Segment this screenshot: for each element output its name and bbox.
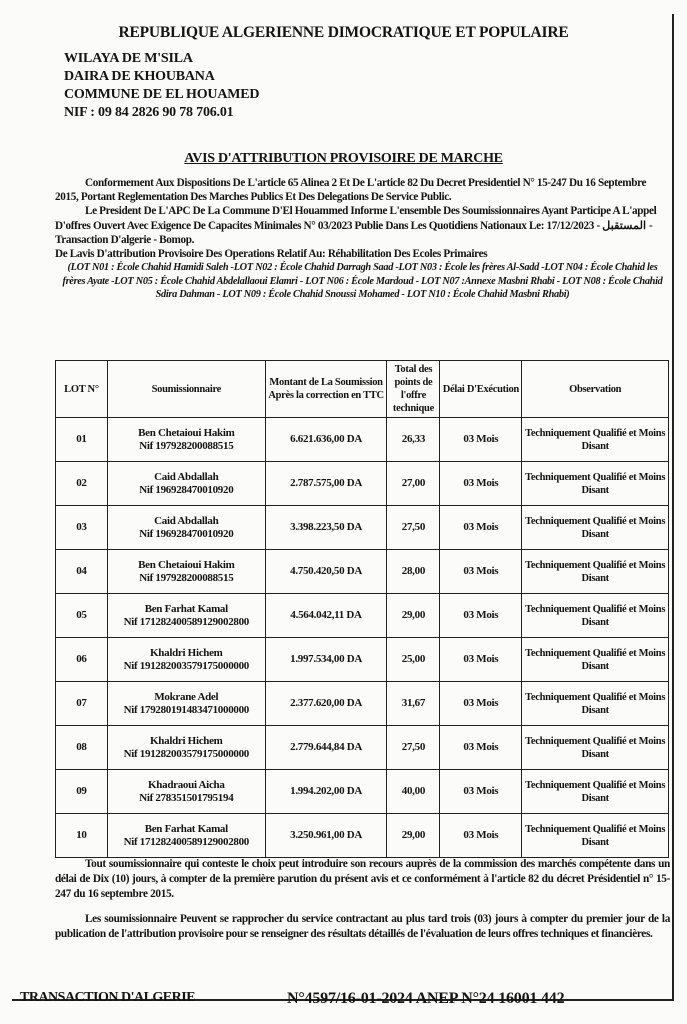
table-row <box>56 726 669 770</box>
cell-lot: 04 <box>56 550 108 594</box>
header-amount: Montant de La Soumission Après la correction en TTC <box>265 361 387 418</box>
bidder-nif: Nif 197928200088515 <box>139 571 234 584</box>
document-title: REPUBLIQUE ALGERIENNE DIMOCRATIQUE ET POPULAIRE <box>118 24 569 41</box>
bidder-nif: Nif 171282400589129002800 <box>123 835 249 848</box>
header-lot: LOT N° <box>56 361 108 418</box>
intro-paragraph-2: Le President De L'APC De La Commune D'El Houammed Informe L'ensemble Des Soumissionnaires Ayant Participe A L'appel D'offres Ouvert Avec Exigence De Capacites Minimales N° 03/2023 Publie Dans Les Quotidiens Nationaux Le: 17/12/2023 - المستقبل -Transaction D'algerie - Bomop. <box>55 205 657 246</box>
table-row <box>56 814 669 858</box>
cell-points: 31,67 <box>387 682 440 726</box>
bidder-nif: Nif 278351501795194 <box>139 791 234 804</box>
bidder-name: Ben Chetaioui Hakim <box>138 426 235 439</box>
issuer-block <box>64 50 259 122</box>
cell-observation: Techniquement Qualifié et Moins Disant <box>522 682 669 726</box>
cell-delay: 03 Mois <box>440 726 522 770</box>
bidder-nif: Nif 196928470010920 <box>139 483 234 496</box>
cell-points: 27,50 <box>387 726 440 770</box>
bidder-nif: Nif 191282003579175000000 <box>123 659 249 672</box>
cell-amount: 1.997.534,00 DA <box>265 638 387 682</box>
cell-lot: 05 <box>56 594 108 638</box>
cell-bidder <box>107 726 265 770</box>
cell-observation: Techniquement Qualifié et Moins Disant <box>522 506 669 550</box>
table-row <box>56 638 669 682</box>
cell-bidder <box>107 770 265 814</box>
table-row <box>56 770 669 814</box>
bidder-nif: Nif 197928200088515 <box>139 439 234 452</box>
lots-list: (LOT N01 : École Chahid Hamidi Saleh -LOT N02 : École Chahid Darragh Saad -LOT N03 : École les frères Al-Sadd -LOT N04 : École Chahid les frères Ayate -LOT N05 : École Chahid Abdelallaoui Elamri - LOT N06 : École Mardoud - LOT N07 :Annexe Masbni Rhabi - LOT N08 : École Chahid Sdira Dahman - LOT N09 : École Chahid Snoussi Mohamed - LOT N10 : École Chahid Masbni Rhabi) <box>62 262 663 300</box>
cell-amount: 4.564.042,11 DA <box>265 594 387 638</box>
closing-paragraph-2: Les soumissionnaire Peuvent se rapprocher du service contractant au plus tard trois (03) jours à compter du premier jour de la publication de l'attribution provisoire pour se renseigner des résultats détaillés de l'évaluation de leurs offres techniques et financières. <box>55 913 670 940</box>
cell-points: 29,00 <box>387 594 440 638</box>
table-row <box>56 682 669 726</box>
cell-delay: 03 Mois <box>440 418 522 462</box>
cell-delay: 03 Mois <box>440 506 522 550</box>
publication-name: TRANSACTION D'ALGERIE <box>20 990 196 1005</box>
cell-delay: 03 Mois <box>440 594 522 638</box>
commune-line: COMMUNE DE EL HOUAMED <box>64 87 260 102</box>
bidder-nif: Nif 171282400589129002800 <box>123 615 249 628</box>
cell-points: 29,00 <box>387 814 440 858</box>
bidder-name: Khaldri Hichem <box>150 646 223 659</box>
cell-delay: 03 Mois <box>440 770 522 814</box>
daira-line: DAIRA DE KHOUBANA <box>64 69 215 84</box>
cell-observation: Techniquement Qualifié et Moins Disant <box>522 550 669 594</box>
cell-lot: 07 <box>56 682 108 726</box>
cell-points: 25,00 <box>387 638 440 682</box>
header-delay: Délai D'Exécution <box>440 361 522 418</box>
table-row <box>56 462 669 506</box>
cell-observation: Techniquement Qualifié et Moins Disant <box>522 726 669 770</box>
cell-lot: 01 <box>56 418 108 462</box>
cell-bidder <box>107 462 265 506</box>
cell-points: 27,00 <box>387 462 440 506</box>
cell-points: 26,33 <box>387 418 440 462</box>
cell-lot: 08 <box>56 726 108 770</box>
table-row <box>56 550 669 594</box>
cell-bidder <box>107 418 265 462</box>
cell-amount: 1.994.202,00 DA <box>265 770 387 814</box>
cell-observation: Techniquement Qualifié et Moins Disant <box>522 814 669 858</box>
attribution-table <box>55 360 669 858</box>
cell-amount: 4.750.420,50 DA <box>265 550 387 594</box>
cell-amount: 6.621.636,00 DA <box>265 418 387 462</box>
cell-lot: 09 <box>56 770 108 814</box>
header-points: Total des points de l'offre technique <box>387 361 440 418</box>
bidder-nif: Nif 179280191483471000000 <box>123 703 249 716</box>
cell-points: 28,00 <box>387 550 440 594</box>
cell-bidder <box>107 814 265 858</box>
notice-title: AVIS D'ATTRIBUTION PROVISOIRE DE MARCHE <box>184 151 503 166</box>
bidder-name: Ben Chetaioui Hakim <box>138 558 235 571</box>
cell-delay: 03 Mois <box>440 682 522 726</box>
table-row <box>56 506 669 550</box>
cell-bidder <box>107 682 265 726</box>
header-bidder: Soumissionnaire <box>107 361 265 418</box>
cell-lot: 03 <box>56 506 108 550</box>
cell-amount: 2.779.644,84 DA <box>265 726 387 770</box>
cell-observation: Techniquement Qualifié et Moins Disant <box>522 638 669 682</box>
cell-bidder <box>107 506 265 550</box>
closing-paragraph-1: Tout soumissionnaire qui conteste le choix peut introduire son recours auprès de la commission des marchés compétente dans un délai de Dix (10) jours, à compter de la première parution du présent avis et ce conformément à l'article 82 du décret Présidentiel n° 15-247 du 16 septembre 2015. <box>55 858 670 900</box>
cell-observation: Techniquement Qualifié et Moins Disant <box>522 462 669 506</box>
cell-lot: 10 <box>56 814 108 858</box>
closing-text <box>55 857 670 952</box>
cell-bidder <box>107 594 265 638</box>
bidder-name: Ben Farhat Kamal <box>144 602 228 615</box>
cell-lot: 06 <box>56 638 108 682</box>
table-row <box>56 418 669 462</box>
header-observation: Observation <box>522 361 669 418</box>
cell-bidder <box>107 550 265 594</box>
cell-amount: 3.250.961,00 DA <box>265 814 387 858</box>
bidder-name: Mokrane Adel <box>154 690 219 703</box>
cell-lot: 02 <box>56 462 108 506</box>
nif-line: NIF : 09 84 2826 90 78 706.01 <box>64 105 234 120</box>
table-row <box>56 594 669 638</box>
cell-delay: 03 Mois <box>440 550 522 594</box>
cell-points: 40,00 <box>387 770 440 814</box>
cell-observation: Techniquement Qualifié et Moins Disant <box>522 594 669 638</box>
intro-paragraph-1: Conformement Aux Dispositions De L'article 65 Alinea 2 Et De L'article 82 Du Decret Presidentiel N° 15-247 Du 16 Septembre 2015, Portant Reglementation Des Marches Publics Et Des Delegations De Service Public. <box>55 177 647 204</box>
cell-observation: Techniquement Qualifié et Moins Disant <box>522 770 669 814</box>
intro-paragraph-3: De Lavis D'attribution Provisoire Des Operations Relatif Au: Réhabilitation Des Ecoles Primaires <box>55 248 488 261</box>
bidder-name: Khadraoui Aicha <box>148 778 225 791</box>
bidder-name: Caid Abdallah <box>154 514 219 527</box>
bidder-name: Ben Farhat Kamal <box>144 822 228 835</box>
cell-delay: 03 Mois <box>440 814 522 858</box>
cell-bidder <box>107 638 265 682</box>
bidder-name: Caid Abdallah <box>154 470 219 483</box>
cell-delay: 03 Mois <box>440 462 522 506</box>
table-header-row <box>56 361 669 418</box>
wilaya-line: WILAYA DE M'SILA <box>64 51 193 66</box>
cell-amount: 2.377.620,00 DA <box>265 682 387 726</box>
intro-text <box>55 176 670 301</box>
bidder-name: Khaldri Hichem <box>150 734 223 747</box>
publication-reference: N°4597/16-01-2024 ANEP N°24 16001 442 <box>287 990 565 1007</box>
cell-amount: 2.787.575,00 DA <box>265 462 387 506</box>
bidder-nif: Nif 191282003579175000000 <box>123 747 249 760</box>
cell-amount: 3.398.223,50 DA <box>265 506 387 550</box>
cell-observation: Techniquement Qualifié et Moins Disant <box>522 418 669 462</box>
bidder-nif: Nif 196928470010920 <box>139 527 234 540</box>
cell-delay: 03 Mois <box>440 638 522 682</box>
cell-points: 27,50 <box>387 506 440 550</box>
